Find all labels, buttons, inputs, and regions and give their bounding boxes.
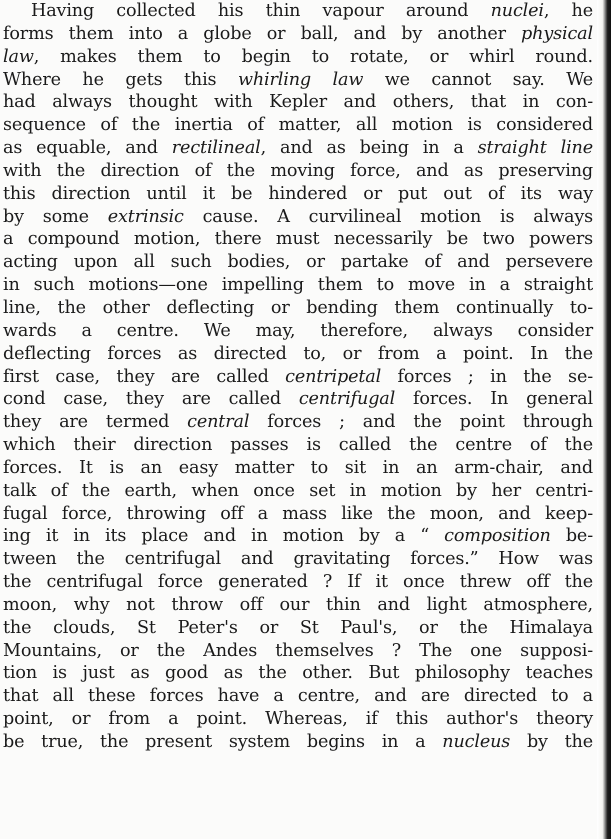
text-segment: forces ; in the se- bbox=[381, 366, 593, 387]
text-segment: line, the other deflecting or bending them continually to- bbox=[3, 297, 593, 318]
text-segment: deflecting forces as directed to, or from a point. In the bbox=[3, 343, 593, 364]
text-line bbox=[3, 228, 593, 251]
text-segment: first case, they are called bbox=[3, 366, 286, 387]
text-segment: Having collected his thin vapour around bbox=[31, 1, 491, 21]
text-line bbox=[3, 662, 593, 685]
text-line bbox=[3, 617, 593, 640]
text-line bbox=[3, 594, 593, 617]
text-segment: point, or from a point. Whereas, if this author's theory bbox=[3, 709, 593, 730]
text-segment: Mountains, or the Andes themselves ? The one supposi- bbox=[3, 640, 593, 661]
text-segment: sequence of the inertia of matter, all motion is considered bbox=[3, 115, 593, 136]
text-line bbox=[3, 137, 593, 160]
italic-text-segment: centrifugal bbox=[298, 389, 396, 410]
text-line bbox=[3, 320, 593, 343]
text-segment: by the bbox=[510, 732, 593, 752]
text-segment: tween the centrifugal and gravitating forces.” How was bbox=[3, 549, 593, 570]
text-segment: talk of the earth, when once set in motion by her centri- bbox=[3, 480, 593, 501]
text-segment: the clouds, St Peter's or St Paul's, or the Himalaya bbox=[3, 617, 593, 638]
italic-text-segment: nuclei bbox=[490, 1, 544, 21]
text-segment: acting upon all such bodies, or partake of and persevere bbox=[3, 252, 593, 273]
text-segment: Where he gets this bbox=[3, 69, 238, 90]
text-line bbox=[3, 297, 593, 320]
text-line bbox=[3, 183, 593, 206]
text-segment: had always thought with Kepler and others, that in con- bbox=[3, 92, 593, 113]
text-segment: fugal force, throwing off a mass like the moon, and keep- bbox=[3, 503, 593, 524]
text-line bbox=[3, 274, 593, 297]
text-line bbox=[3, 480, 593, 503]
text-segment: as equable, and bbox=[3, 138, 172, 159]
italic-text-segment: centripetal bbox=[285, 366, 382, 387]
text-line bbox=[3, 640, 593, 663]
text-segment: the centrifugal force generated ? If it once threw off the bbox=[3, 572, 593, 593]
text-line bbox=[3, 731, 593, 754]
italic-text-segment: law bbox=[3, 46, 34, 67]
text-line bbox=[3, 685, 593, 708]
text-segment: cond case, they are called bbox=[3, 389, 299, 410]
italic-text-segment: composition bbox=[444, 526, 551, 547]
text-line bbox=[3, 206, 593, 229]
text-segment: we cannot say. We bbox=[363, 69, 593, 90]
text-segment: , and as being in a bbox=[260, 138, 478, 159]
italic-text-segment: whirling law bbox=[237, 69, 364, 90]
text-line bbox=[3, 251, 593, 274]
italic-text-segment: rectilineal bbox=[171, 138, 261, 159]
text-segment: tion is just as good as the other. But philosophy teaches bbox=[3, 663, 593, 684]
text-line bbox=[3, 548, 593, 571]
article-text-column bbox=[3, 0, 593, 754]
text-line bbox=[3, 23, 593, 46]
text-segment: wards a centre. We may, therefore, always consider bbox=[3, 320, 593, 341]
text-line bbox=[3, 69, 593, 92]
text-segment: be true, the present system begins in a bbox=[3, 732, 443, 752]
text-line bbox=[3, 503, 593, 526]
text-line bbox=[3, 46, 593, 69]
text-segment: moon, why not throw off our thin and light atmosphere, bbox=[3, 594, 593, 615]
text-line bbox=[3, 91, 593, 114]
text-line bbox=[3, 708, 593, 731]
text-segment: which their direction passes is called the centre of the bbox=[3, 435, 593, 456]
text-line bbox=[3, 388, 593, 411]
italic-text-segment: straight line bbox=[477, 138, 593, 159]
text-line bbox=[3, 525, 593, 548]
text-segment: that all these forces have a centre, and are directed to a bbox=[3, 686, 593, 707]
text-segment: this direction until it be hindered or put out of its way bbox=[3, 183, 593, 204]
text-segment: by some bbox=[3, 206, 108, 227]
text-line bbox=[3, 160, 593, 183]
page-edge-shadow bbox=[597, 0, 611, 839]
text-segment: ing it in its place and in motion by a “ bbox=[3, 526, 445, 547]
text-line bbox=[3, 434, 593, 457]
text-segment: forces. It is an easy matter to sit in an arm-chair, and bbox=[3, 457, 593, 478]
italic-text-segment: nucleus bbox=[442, 732, 511, 752]
text-segment: be- bbox=[550, 526, 593, 547]
text-line bbox=[3, 114, 593, 137]
text-line bbox=[3, 0, 593, 23]
italic-text-segment: central bbox=[187, 412, 250, 433]
text-segment: cause. A curvilineal motion is always bbox=[183, 206, 593, 227]
text-line bbox=[3, 366, 593, 389]
text-segment: forces. In general bbox=[395, 389, 593, 410]
text-segment: , makes them to begin to rotate, or whirl round. bbox=[33, 46, 593, 67]
text-segment: with the direction of the moving force, and as preserving bbox=[3, 160, 593, 181]
text-segment: they are termed bbox=[3, 412, 188, 433]
text-line bbox=[3, 411, 593, 434]
italic-text-segment: extrinsic bbox=[107, 206, 184, 227]
italic-text-segment: physical bbox=[521, 23, 593, 44]
text-line bbox=[3, 457, 593, 480]
text-segment: a compound motion, there must necessarily be two powers bbox=[3, 229, 593, 250]
text-segment: forms them into a globe or ball, and by another bbox=[3, 23, 522, 44]
text-line bbox=[3, 343, 593, 366]
text-segment: forces ; and the point through bbox=[249, 412, 593, 433]
text-line bbox=[3, 571, 593, 594]
text-segment: in such motions—one impelling them to move in a straight bbox=[3, 275, 593, 296]
text-segment: , he bbox=[543, 1, 593, 21]
